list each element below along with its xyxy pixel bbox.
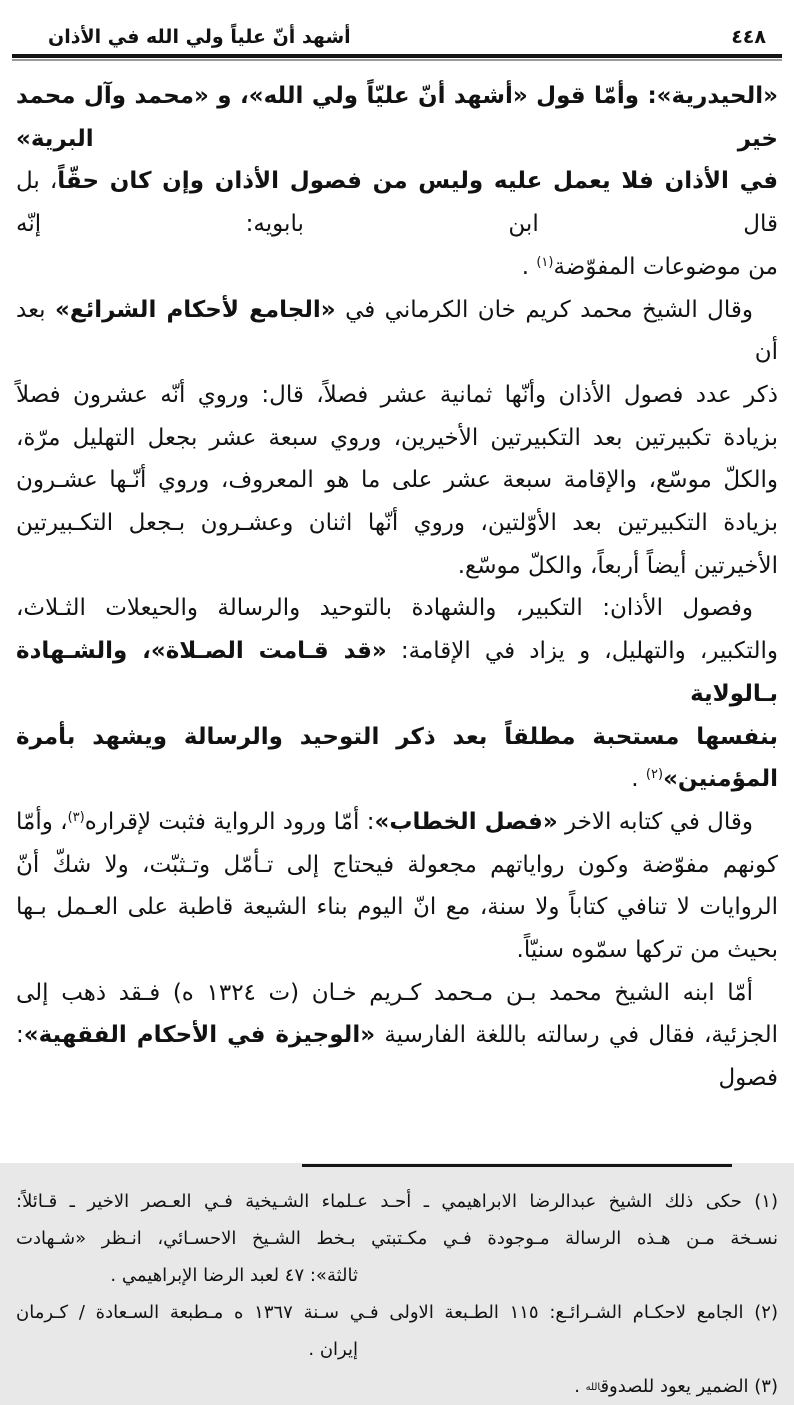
text-line xyxy=(16,459,778,502)
text-segment: أمّا ابنه الشيخ محمد بـن مـحمد كـريم خـان (ت ١٣٢٤ ه) فـقد ذهب إلى xyxy=(16,979,754,1006)
text-segment: «الحيدرية»: وأمّا قول «أشهد أنّ عليّاً ولي الله»، و «محمد وآل محمد خير البرية» xyxy=(16,83,778,152)
text-segment: ، بل قال ابن بابويه: إنّه xyxy=(16,168,778,238)
text-segment: «الوجيزة في الأحكام الفقهية» xyxy=(23,1022,376,1049)
text-line xyxy=(16,246,778,289)
text-segment: وقال في كتابه الاخر xyxy=(557,808,754,835)
text-segment: : فصول xyxy=(16,1022,778,1092)
text-line xyxy=(16,160,778,245)
text-segment: ثالثة»: ٤٧ لعبد الرضا الإبراهيمي . xyxy=(110,1264,358,1286)
text-segment: بعد أن xyxy=(16,296,778,366)
text-line xyxy=(16,545,778,588)
text-segment: إيران . xyxy=(308,1338,358,1360)
text-line xyxy=(16,1294,778,1331)
running-title: أشهد أنّ علياً ولي الله في الأذان xyxy=(48,26,351,48)
text-line xyxy=(16,886,778,929)
text-segment: الجزئية، فقال في رسالته باللغة الفارسية xyxy=(375,1022,778,1049)
text-segment: من موضوعات المفوّضة xyxy=(553,253,778,280)
text-segment: . xyxy=(631,766,646,793)
text-segment: (١) حكى ذلك الشيخ عبدالرضا الابراهيمي ـ أحـد عـلماء الشـيخية فـي العـصر الاخير ـ قـائلاً: xyxy=(16,1190,778,1212)
text-line xyxy=(16,1368,778,1405)
text-line xyxy=(16,972,778,1015)
page-header xyxy=(0,0,794,52)
text-line xyxy=(16,587,778,630)
text-segment: بحيث من تركها سمّوه سنيّاً. xyxy=(516,937,778,964)
text-segment: الأخيرتين أيضاً أربعاً، والكلّ موسّع. xyxy=(457,552,778,579)
text-line xyxy=(16,502,778,545)
text-segment: «قد قـامت الصـلاة»، والشـهادة بـالولاية xyxy=(16,638,778,707)
text-segment: بزيادة التكبيرتين بعد الأوّلتين، وروي أنّها اثنان وعشـرون بـجعل التكـبيرتين xyxy=(16,510,778,537)
footnote-marker: (١) xyxy=(536,254,554,270)
footnote-marker: (٢) xyxy=(645,767,664,783)
text-line xyxy=(16,289,778,374)
text-segment: بنفسها مستحبة مطلقاً بعد ذكر التوحيد والرسالة ويشهد بأمرة المؤمنين» xyxy=(16,723,778,793)
footnote-separator xyxy=(302,1164,732,1167)
text-line xyxy=(16,1014,778,1099)
text-line xyxy=(16,801,778,844)
text-line xyxy=(16,1220,778,1257)
honorific-seal: الله xyxy=(585,1381,601,1393)
text-segment: ، وأمّا xyxy=(16,808,68,835)
footnote-marker: (٣) xyxy=(67,809,85,825)
body-text xyxy=(0,61,794,1100)
text-segment: (٢) الجامع لاحكـام الشـرائـع: ١١٥ الطـبعة الاولى فـي سـنة ١٣٦٧ ه مـطبعة السـعادة / كـرمان xyxy=(16,1301,778,1323)
text-line xyxy=(16,75,778,160)
text-line xyxy=(16,1331,778,1368)
text-segment: «فصل الخطاب» xyxy=(374,808,558,835)
header-rule xyxy=(12,54,782,61)
footnotes xyxy=(0,1183,794,1405)
text-line xyxy=(16,1257,778,1294)
text-line xyxy=(16,1183,778,1220)
text-segment: والكلّ موسّع، والإقامة سبعة عشر على ما هو المعروف، وروي أنّـها عشـرون xyxy=(16,467,778,494)
text-segment: بزيادة تكبيرتين بعد التكبيرتين الأخيرين، وروي سبعة عشر بجعل التهليل مرّة، xyxy=(16,424,778,451)
text-segment: . xyxy=(521,253,537,280)
text-segment: كونهم مفوّضة وكون رواياتهم مجعولة فيحتاج إلى تـأمّل وتـثبّت، ولا شكّ أنّ xyxy=(16,851,778,878)
text-segment: الروايات لا تنافي كتاباً ولا سنة، مع انّ اليوم بناء الشيعة قاطبة على العـمل بـها xyxy=(16,894,778,921)
text-segment: في الأذان فلا يعمل عليه وليس من فصول الأذان وإن كان حقّاً xyxy=(57,168,779,195)
text-line xyxy=(16,716,778,801)
text-segment: (٣) الضمير يعود للصدوق xyxy=(600,1375,778,1397)
text-segment: . xyxy=(574,1375,586,1397)
text-line xyxy=(16,630,778,715)
text-line xyxy=(16,417,778,460)
text-segment: والتكبير، والتهليل، و يزاد في الإقامة: xyxy=(386,638,779,665)
text-line xyxy=(16,374,778,417)
text-segment: «الجامع لأحكام الشرائع» xyxy=(55,296,336,323)
text-segment: نسـخة مـن هـذه الرسالة مـوجودة فـي مكـتبتي بـخط الشـيخ الاحسـائي، انـظر «شـهادت xyxy=(16,1227,778,1249)
text-segment: : أمّا ورود الرواية فثبت لإقراره xyxy=(84,808,375,835)
text-line xyxy=(16,844,778,887)
text-segment: وفصول الأذان: التكبير، والشهادة بالتوحيد والرسالة والحيعلات الثـلاث، xyxy=(16,595,753,622)
text-segment: وقال الشيخ محمد كريم خان الكرماني في xyxy=(335,296,753,323)
text-segment: ذكر عدد فصول الأذان وأنّها ثمانية عشر فصلاً، قال: وروي أنّه عشرون فصلاً xyxy=(16,381,778,408)
page-number: ٤٤٨ xyxy=(731,26,766,48)
text-line xyxy=(16,929,778,972)
